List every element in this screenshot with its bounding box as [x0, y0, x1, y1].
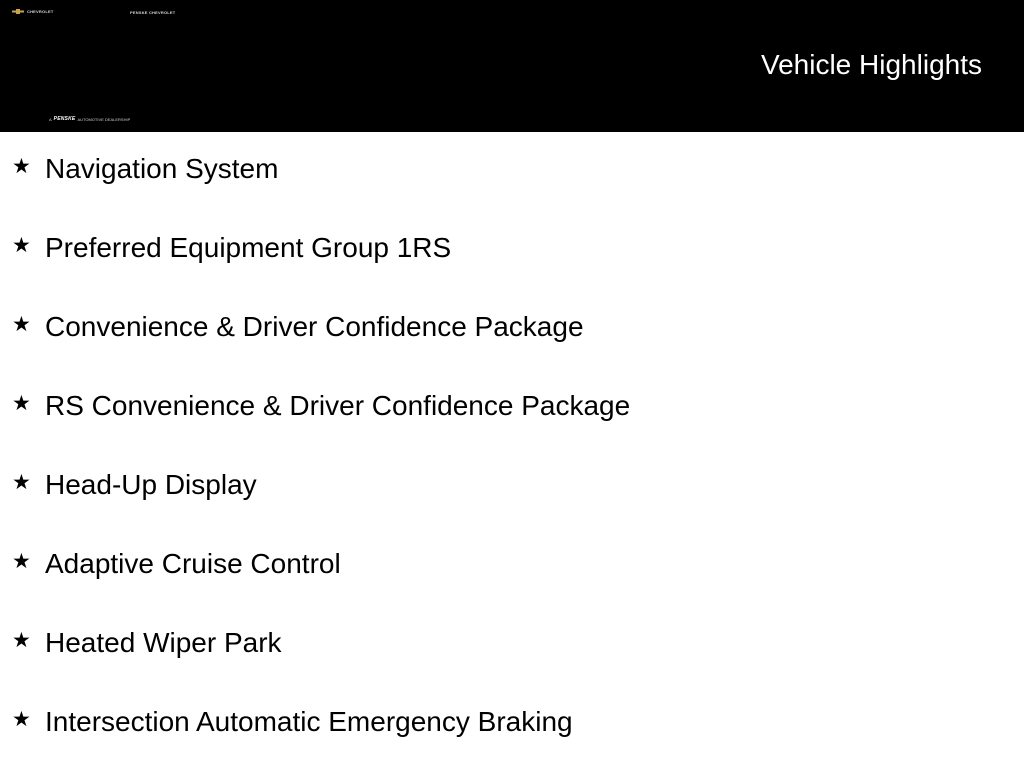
- star-icon: ★: [12, 550, 31, 573]
- star-icon: ★: [12, 155, 31, 178]
- list-item: [0, 369, 1024, 448]
- list-item: [0, 132, 1024, 211]
- star-icon: ★: [12, 471, 31, 494]
- star-icon: ★: [12, 629, 31, 652]
- highlights-list: [0, 132, 1024, 764]
- list-item: [0, 685, 1024, 764]
- highlight-label: Head-Up Display: [45, 469, 257, 500]
- penske-dealer-logo: [49, 116, 130, 122]
- highlight-label: Heated Wiper Park: [45, 627, 282, 658]
- highlight-label: Adaptive Cruise Control: [45, 548, 341, 579]
- highlight-label: Preferred Equipment Group 1RS: [45, 232, 452, 263]
- list-item: [0, 527, 1024, 606]
- chevrolet-logo: [12, 9, 53, 14]
- star-icon: ★: [12, 708, 31, 731]
- star-icon: ★: [12, 392, 31, 415]
- page-title: Vehicle Highlights: [760, 49, 982, 80]
- list-item: [0, 211, 1024, 290]
- highlight-label: Intersection Automatic Emergency Braking: [45, 706, 573, 737]
- star-icon: ★: [12, 313, 31, 336]
- highlight-label: Navigation System: [45, 153, 279, 184]
- dealer-prefix: A: [49, 116, 52, 122]
- dealer-suffix: AUTOMOTIVE DEALERSHIP: [77, 116, 131, 122]
- dealer-name-logo: PENSKE CHEVROLET: [130, 10, 176, 15]
- header-banner: [0, 0, 1024, 132]
- highlight-label: RS Convenience & Driver Confidence Package: [45, 390, 631, 421]
- penske-wordmark: PENSKE: [53, 116, 76, 122]
- list-item: [0, 606, 1024, 685]
- highlight-label: Convenience & Driver Confidence Package: [45, 311, 584, 342]
- list-item: [0, 448, 1024, 527]
- star-icon: ★: [12, 234, 31, 257]
- chevrolet-logo-text: CHEVROLET: [27, 9, 54, 14]
- chevrolet-bowtie-icon: [12, 9, 24, 14]
- list-item: [0, 290, 1024, 369]
